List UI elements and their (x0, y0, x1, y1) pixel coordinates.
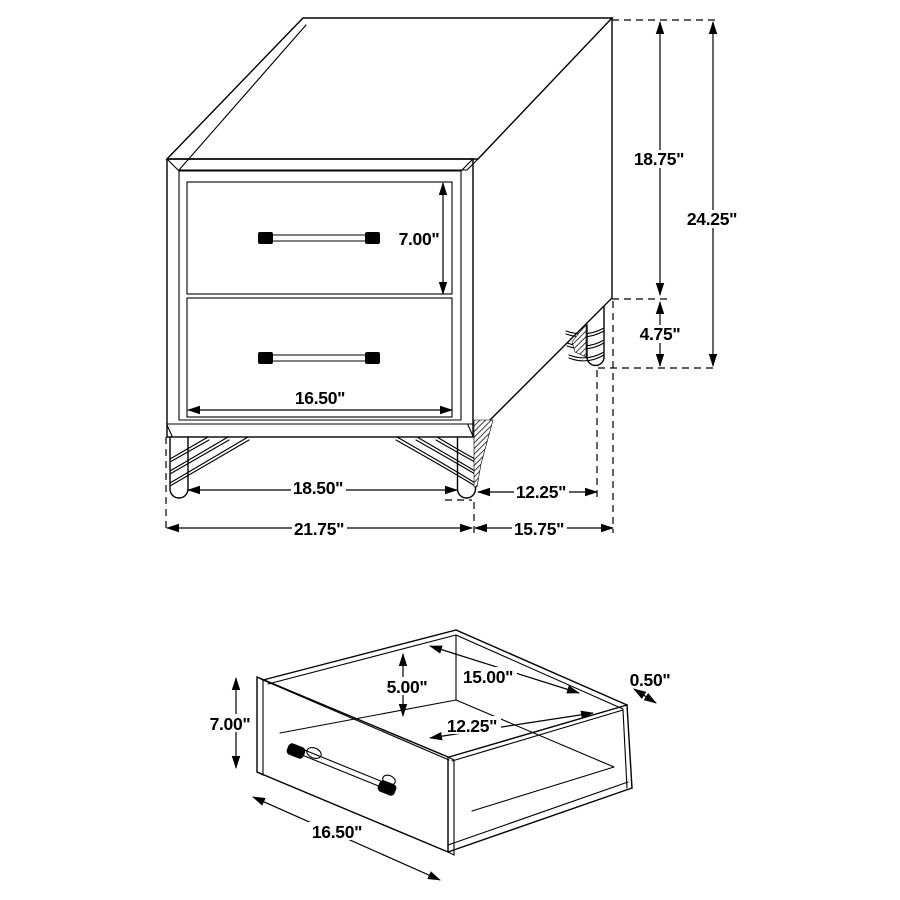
label-drawer-panel-width: 16.50" (311, 822, 363, 842)
label-drawer-inner-height: 5.00" (386, 677, 428, 697)
label-overall-depth: 15.75" (513, 519, 565, 539)
label-drawer-front-height: 7.00" (398, 229, 440, 249)
drawer-handle-bottom (258, 352, 380, 364)
nightstand-extension-lines (166, 20, 718, 533)
label-drawer-front-width: 16.50" (294, 388, 346, 408)
nightstand-top-face (167, 18, 612, 159)
figure-nightstand (166, 18, 740, 539)
nightstand-side-face (473, 18, 612, 437)
dim-drawer-wall-thickness (634, 689, 656, 703)
nightstand-face-frame (167, 159, 473, 420)
label-overall-width: 21.75" (293, 519, 345, 539)
label-leg-height: 4.75" (639, 324, 681, 344)
wire-hatch-back (572, 324, 586, 357)
front-left-leg (170, 437, 188, 498)
label-drawer-panel-height: 7.00" (209, 714, 251, 734)
label-drawer-inner-depth: 12.25" (446, 716, 498, 736)
figure-drawer-detail (203, 630, 670, 880)
label-side-leg-spacing: 12.25" (515, 482, 567, 502)
label-overall-height: 24.25" (686, 209, 738, 229)
label-drawer-wall-thickness: 0.50" (629, 670, 671, 690)
leg-wire-struts-right (396, 437, 475, 486)
leg-wire-struts-left (170, 437, 249, 486)
drawer-pull-handle (285, 742, 397, 797)
label-case-height: 18.75" (633, 149, 685, 169)
front-right-leg (458, 437, 476, 498)
label-front-leg-spacing: 18.50" (292, 478, 344, 498)
label-drawer-inner-width: 15.00" (462, 667, 514, 687)
nightstand-top-bevel (179, 25, 478, 170)
wire-hatch-front (474, 420, 493, 487)
drawer-handle-top (258, 232, 380, 244)
nightstand-base-molding (167, 424, 473, 436)
